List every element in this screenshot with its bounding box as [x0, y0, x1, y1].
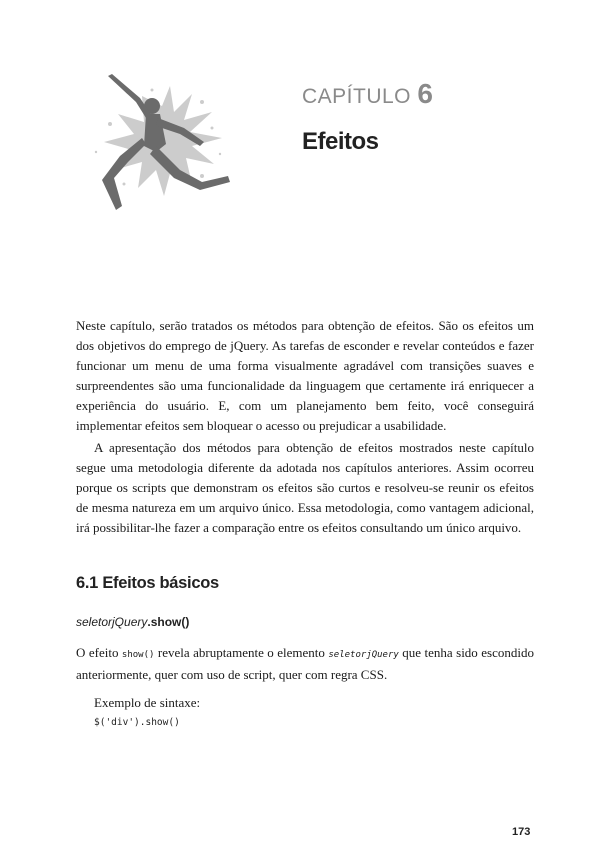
- intro-paragraph: Neste capítulo, serão tratados os métodos para obtenção de efeitos. São os efeitos um dos objetivos do emprego de jQuery. As tarefas de esconder e revelar conteúdos e fazer funcionar um menu de uma forma visualmente agradável com transições suaves e surpreendentes são uma funcionalidade da linguagem que certamente irá enriquecer a experiência do usuário. E, com um planejamento bem feito, você conseguirá implementar efeitos sem bloquear o acesso ou prejudicar a usabilidade.: [76, 318, 534, 433]
- desc-text-2: revela abruptamente o elemento: [154, 645, 329, 660]
- method-description: [76, 643, 534, 685]
- chapter-body: [76, 316, 534, 728]
- section-heading: 6.1 Efeitos básicos: [76, 574, 219, 592]
- method-name: .show(): [147, 615, 190, 629]
- chapter-title: Efeitos: [302, 128, 379, 155]
- desc-code-show: show(): [121, 650, 155, 660]
- chapter-illustration-jumping-figure: [52, 66, 242, 226]
- syntax-code: $('div').show(): [94, 717, 180, 728]
- method-signature: [76, 615, 534, 629]
- page-number: 173: [512, 826, 531, 838]
- desc-text-1: O efeito: [76, 645, 122, 660]
- chapter-label-text: CAPÍTULO: [302, 85, 412, 108]
- desc-text-3: que tenha sido escondido anteriormente, quer com uso de script, quer com regra CSS.: [76, 645, 534, 682]
- methodology-paragraph: A apresentação dos métodos para obtenção de efeitos mostrados neste capítulo segue uma metodologia diferente da adotada nos capítulos anteriores. Assim ocorreu porque os scripts que demonstram os efeitos são curtos e resolveu-se reunir os efeitos de mesma natureza em um arquivo único. Essa metodologia, como vantagem adicional, irá possibilitar-lhe fazer a comparação entre os efeitos consultando um único arquivo.: [76, 440, 534, 535]
- method-object: seletorjQuery: [76, 615, 148, 629]
- syntax-label: Exemplo de sintaxe:: [94, 695, 201, 710]
- chapter-label: [302, 78, 433, 110]
- desc-code-selector: seletorjQuery: [328, 650, 399, 660]
- chapter-number: 6: [417, 78, 434, 109]
